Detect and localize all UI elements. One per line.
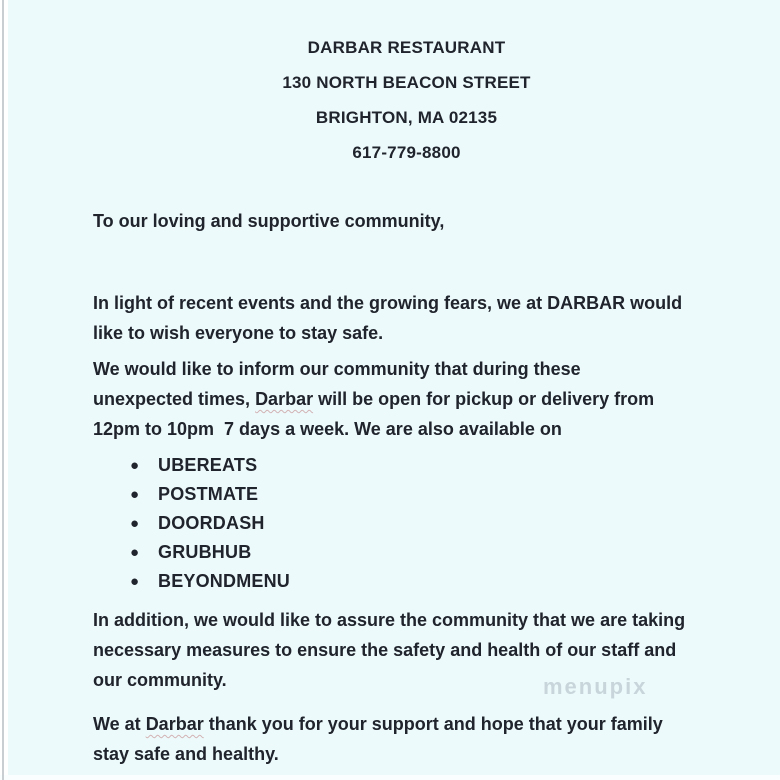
delivery-service-label: GRUBHUB bbox=[158, 542, 252, 562]
bullet-icon: ● bbox=[130, 515, 140, 532]
paragraph-line bbox=[93, 744, 279, 764]
text-segment: like to wish everyone to stay safe. bbox=[93, 323, 384, 343]
delivery-service-item bbox=[93, 538, 720, 567]
delivery-service-label: UBEREATS bbox=[158, 455, 258, 475]
text-segment: thank you for your support and hope that your family bbox=[203, 714, 663, 734]
text-segment: In addition, we would like to assure the community that we are taking bbox=[93, 610, 686, 630]
text-segment: necessary measures to ensure the safety and health of our staff and bbox=[93, 640, 677, 660]
paragraph-line bbox=[93, 640, 676, 660]
paragraph-line bbox=[93, 714, 663, 734]
bullet-icon: ● bbox=[130, 486, 140, 503]
delivery-services-list bbox=[93, 451, 720, 596]
text-segment: We would like to inform our community that during these bbox=[93, 359, 581, 379]
header-line: 130 NORTH BEACON STREET bbox=[282, 73, 531, 92]
delivery-service-item bbox=[93, 509, 720, 538]
intro-paragraphs bbox=[93, 288, 720, 444]
text-segment: unexpected times, bbox=[93, 389, 256, 409]
paragraph-line bbox=[93, 359, 581, 379]
paragraph-line bbox=[93, 293, 682, 313]
watermark: menupix bbox=[543, 674, 648, 699]
paragraph-line bbox=[93, 389, 654, 409]
misspelled-word: Darbar bbox=[145, 714, 204, 734]
delivery-service-label: BEYONDMENU bbox=[158, 571, 291, 591]
text-segment: 12pm to 10pm 7 days a week. We are also available on bbox=[93, 419, 562, 439]
paragraph-line bbox=[93, 670, 227, 690]
restaurant-header bbox=[93, 30, 720, 170]
delivery-service-item bbox=[93, 480, 720, 509]
delivery-service-label: POSTMATE bbox=[158, 484, 259, 504]
text-segment: In light of recent events and the growing fears, we at DARBAR would bbox=[93, 293, 683, 313]
paragraph bbox=[93, 605, 720, 695]
text-segment: stay safe and healthy. bbox=[93, 744, 279, 764]
bullet-icon: ● bbox=[130, 573, 140, 590]
paragraph bbox=[93, 354, 720, 444]
bullet-icon: ● bbox=[130, 457, 140, 474]
bullet-icon: ● bbox=[130, 544, 140, 561]
delivery-service-item bbox=[93, 567, 720, 596]
misspelled-word: Darbar bbox=[255, 389, 314, 409]
header-line: DARBAR RESTAURANT bbox=[307, 38, 506, 57]
text-segment: our community. bbox=[93, 670, 227, 690]
paragraph-line bbox=[93, 419, 562, 439]
text-segment: We at bbox=[93, 714, 146, 734]
header-line: 617-779-8800 bbox=[352, 143, 461, 162]
text-segment: will be open for pickup or delivery from bbox=[313, 389, 655, 409]
paragraph-line bbox=[93, 610, 685, 630]
delivery-service-label: DOORDASH bbox=[158, 513, 265, 533]
paragraph bbox=[93, 709, 720, 769]
bottom-edge-strip bbox=[0, 775, 780, 780]
left-edge-line bbox=[2, 0, 4, 780]
closing-paragraphs bbox=[93, 605, 720, 769]
paragraph-line bbox=[93, 323, 383, 343]
paragraph bbox=[93, 288, 720, 348]
delivery-service-item bbox=[93, 451, 720, 480]
salutation: To our loving and supportive community, bbox=[93, 211, 445, 231]
header-line: BRIGHTON, MA 02135 bbox=[315, 108, 498, 127]
